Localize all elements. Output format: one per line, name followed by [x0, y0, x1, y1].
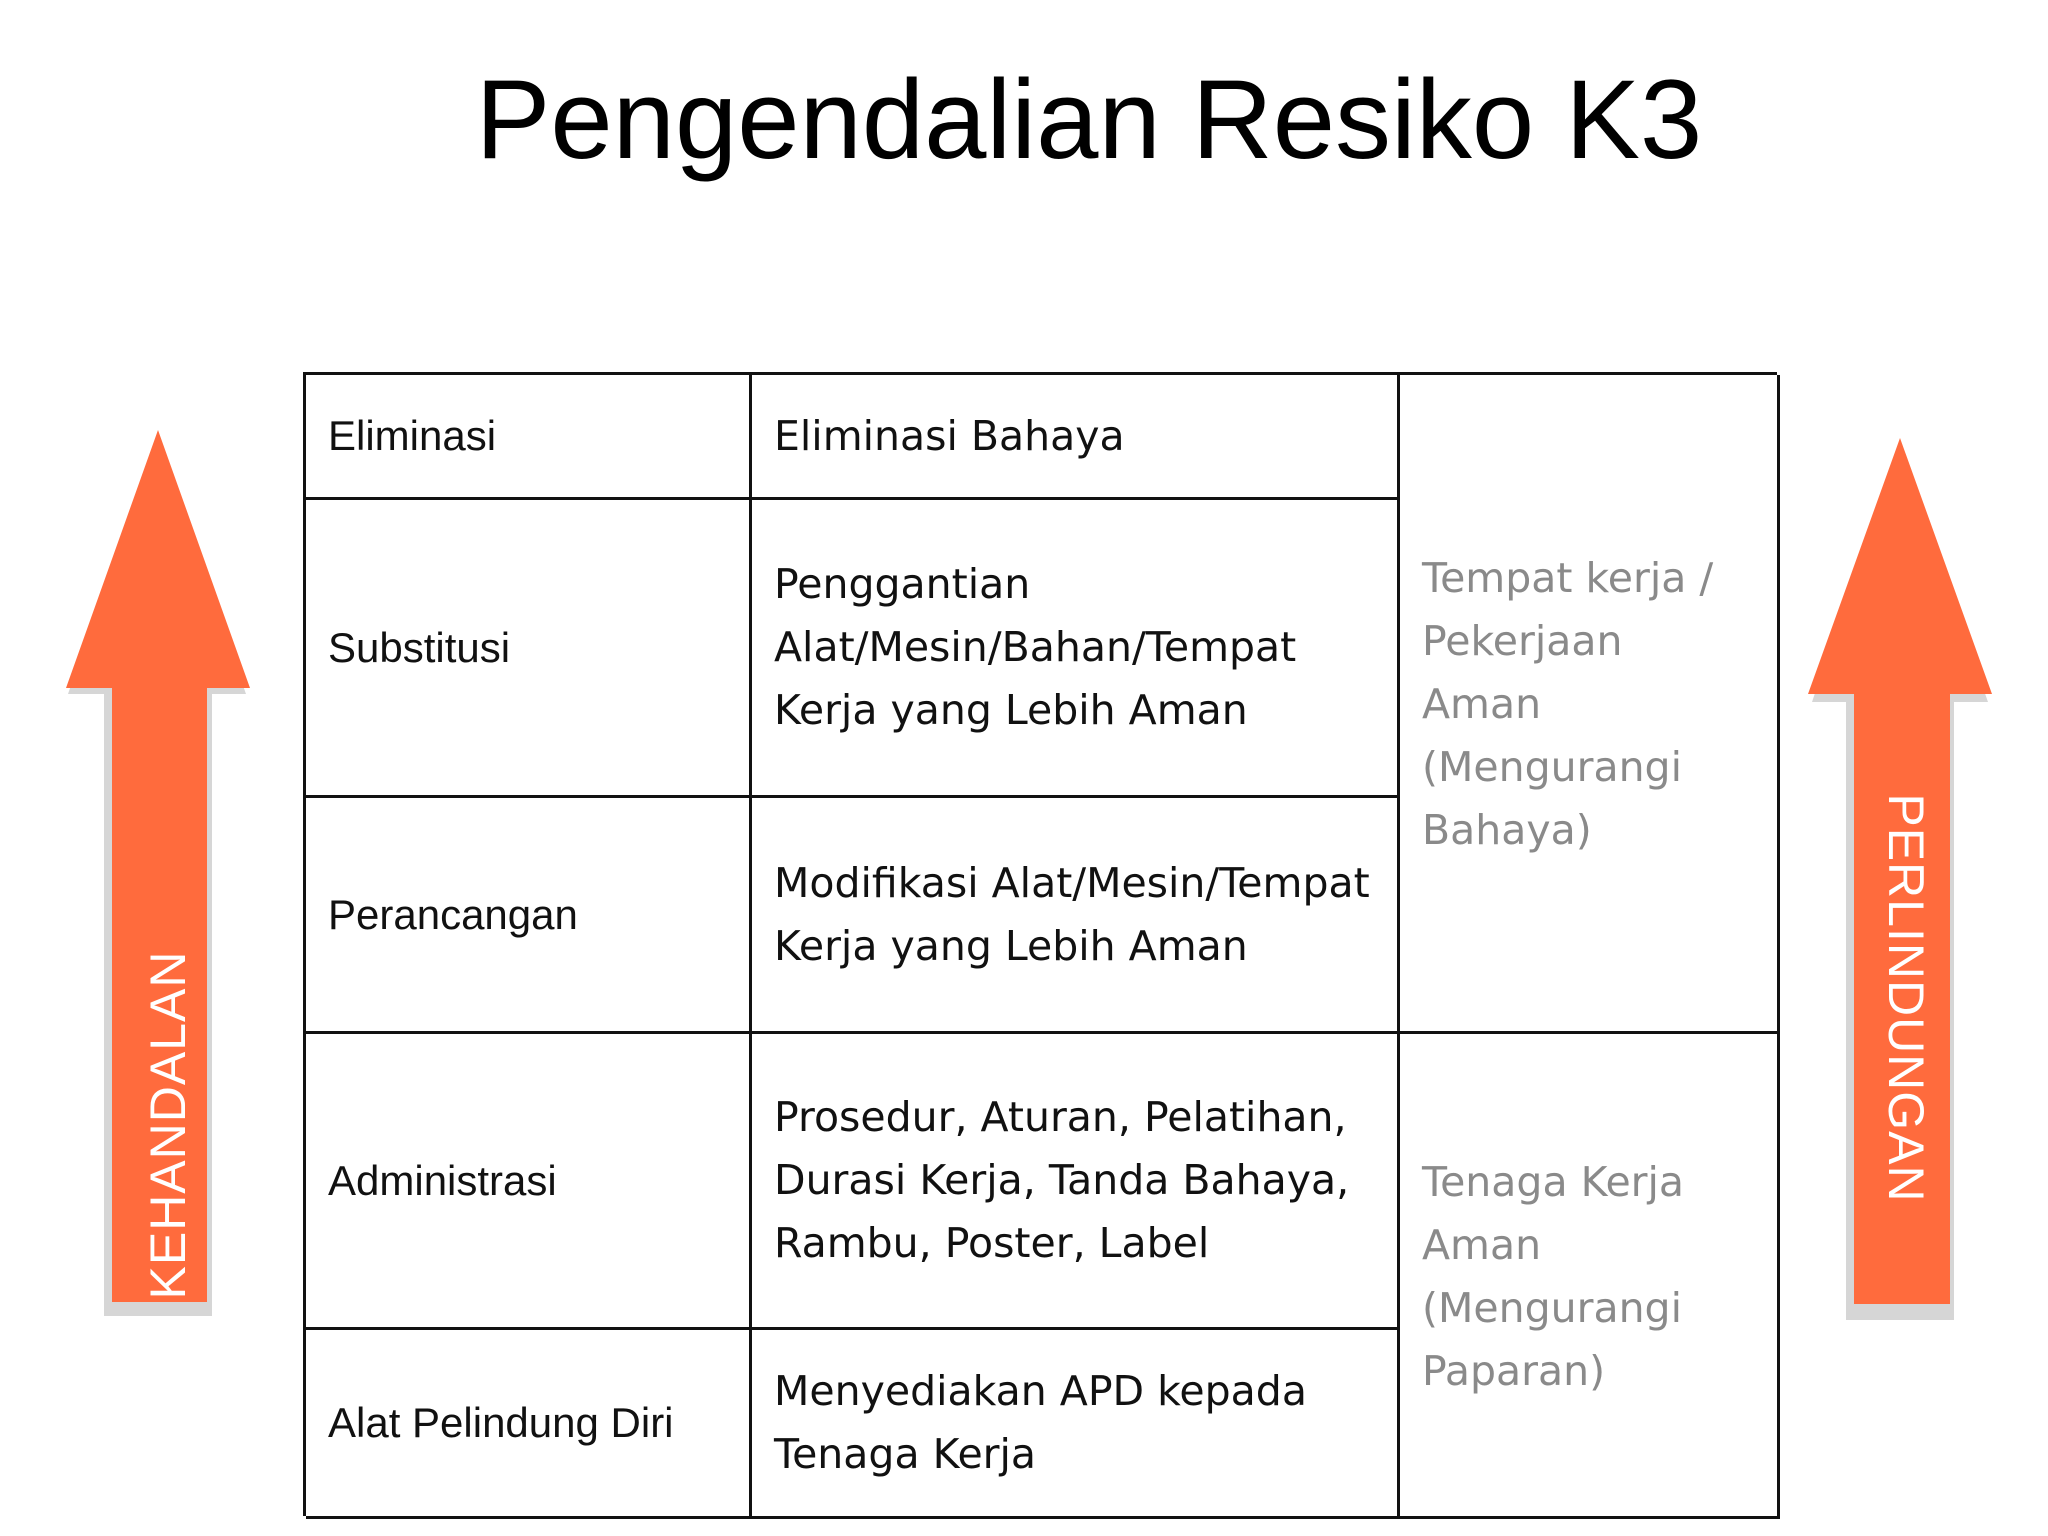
row-desc-alat-pelindung-diri: Menyediakan APD kepada Tenaga Kerja [752, 1330, 1400, 1519]
row-label-substitusi: Substitusi [306, 500, 752, 798]
group-line: (Mengurangi [1422, 1284, 1682, 1332]
group-tenaga-kerja-aman [1400, 1034, 1780, 1519]
row-label-perancangan: Perancangan [306, 798, 752, 1034]
group-line: Aman [1422, 1221, 1542, 1269]
group-tempat-kerja-aman [1400, 375, 1780, 1034]
perlindungan-label: PERLINDUNGAN [1878, 793, 1934, 1203]
group-line: Bahaya) [1422, 806, 1592, 854]
group-line: Aman [1422, 680, 1542, 728]
row-label-eliminasi: Eliminasi [306, 375, 752, 500]
group-line: (Mengurangi [1422, 743, 1682, 791]
row-desc-administrasi: Prosedur, Aturan, Pelatihan, Durasi Kerja, Tanda Bahaya, Rambu, Poster, Label [752, 1034, 1400, 1330]
kehandalan-label: KEHANDALAN [140, 950, 196, 1300]
group-line: Pekerjaan [1422, 617, 1623, 665]
perlindungan-arrow [1806, 438, 2006, 1328]
kehandalan-arrow [62, 430, 262, 1320]
group-line: Tempat kerja / [1422, 554, 1714, 602]
row-desc-perancangan: Modifikasi Alat/Mesin/Tempat Kerja yang Lebih Aman [752, 798, 1400, 1034]
group-line: Tenaga Kerja [1422, 1158, 1685, 1206]
page-title: Pengendalian Resiko K3 [475, 57, 1703, 182]
group-line: Paparan) [1422, 1347, 1606, 1395]
row-desc-eliminasi: Eliminasi Bahaya [752, 375, 1400, 500]
row-label-administrasi: Administrasi [306, 1034, 752, 1330]
row-desc-substitusi: Penggantian Alat/Mesin/Bahan/Tempat Kerja yang Lebih Aman [752, 500, 1400, 798]
risk-control-table [303, 372, 1777, 1516]
row-label-alat-pelindung-diri: Alat Pelindung Diri [306, 1330, 752, 1519]
